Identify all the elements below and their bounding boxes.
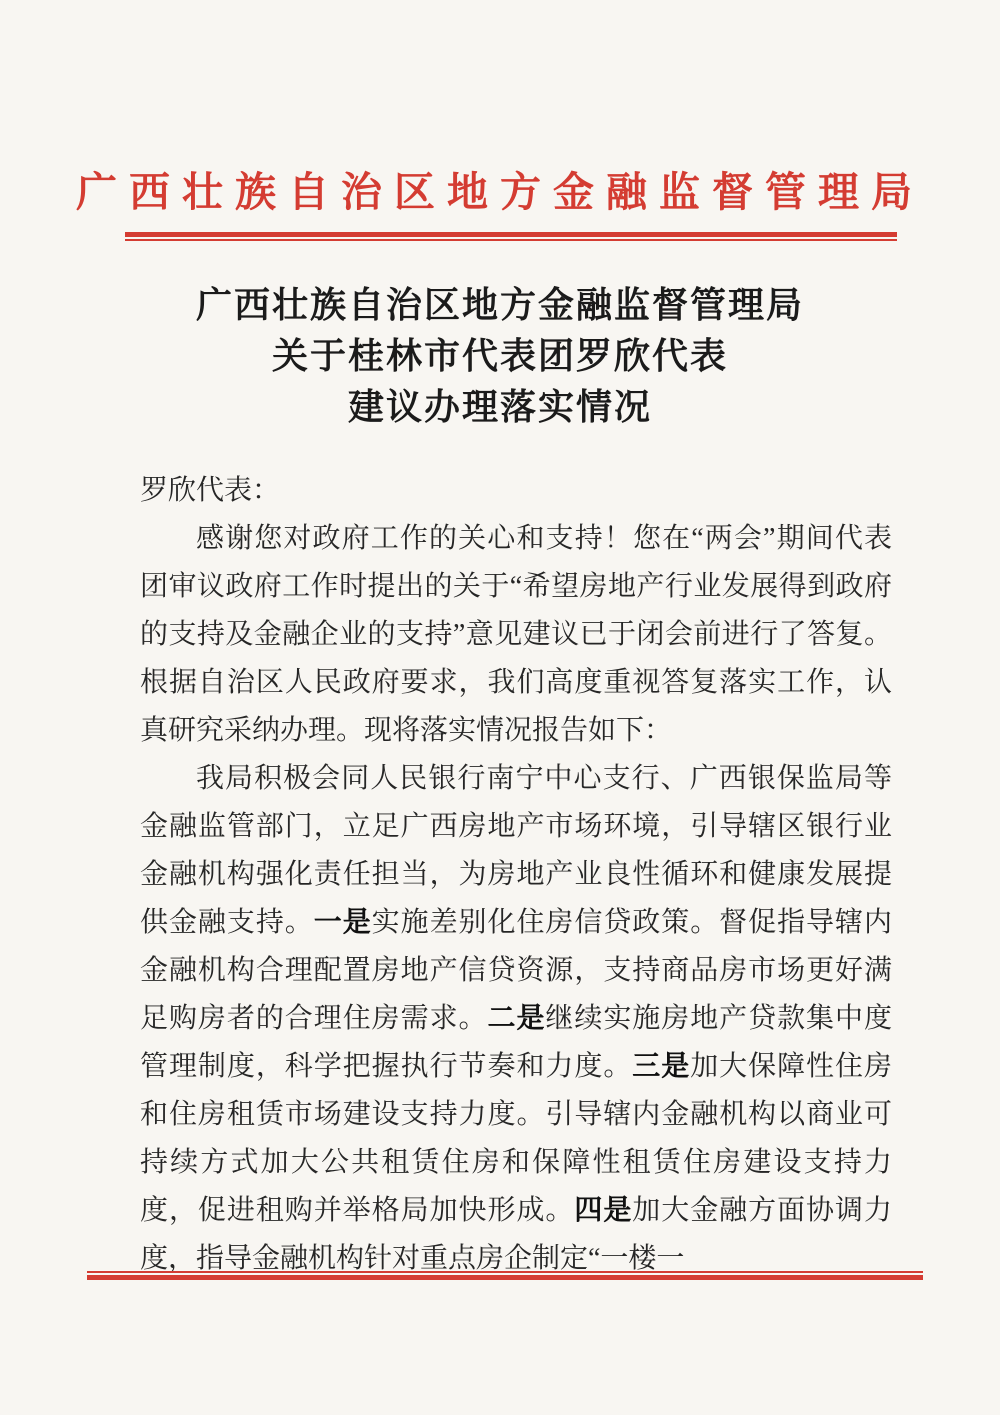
salutation: 罗欣代表： (140, 475, 281, 506)
paragraph-intro-text: 感谢您对政府工作的关心和支持！您在“两会”期间代表团审议政府工作时提出的关于“希望房地产行业发展得到政府的支持及金融企业的支持”意见建议已于闭会前进行了答复。根据自治区人民政府要求，我们高度重视答复落实工作，认真研究采纳办理。现将落实情况报告如下： (140, 523, 892, 746)
letterhead-divider (125, 232, 897, 241)
measure-marker-2: 二是 (487, 1003, 546, 1034)
measures-lead-text: 我局积极会同人民银行南宁中心支行、广西银保监局等金融监管部门，立足广西房地产市场环境，引导辖区银行业金融机构强化责任担当，为房地产业良性循环和健康发展提供金融支持。 (140, 763, 892, 938)
measure-3-text: 加大保障性住房和住房租赁市场建设支持力度。引导辖内金融机构以商业可持续方式加大公共租赁住房和保障性租赁住房建设支持力度，促进租购并举格局加快形成。 (140, 1051, 892, 1226)
document-body (140, 467, 892, 1283)
measure-marker-4: 四是 (574, 1195, 633, 1226)
paragraph-measures (140, 755, 892, 1283)
measure-2-text: 继续实施房地产贷款集中度管理制度，科学把握执行节奏和力度。 (140, 1003, 892, 1082)
measure-4-text: 加大金融方面协调力度，指导金融机构针对重点房企制定“一楼一 (140, 1195, 892, 1274)
footer-divider (87, 1271, 923, 1280)
measure-marker-1: 一是 (313, 907, 372, 938)
document-title (0, 280, 1000, 433)
measure-marker-3: 三是 (632, 1051, 691, 1082)
document-title-line-1: 广西壮族自治区地方金融监督管理局 (195, 285, 804, 325)
document-title-line-3: 建议办理落实情况 (347, 387, 652, 427)
letterhead-title: 广西壮族自治区地方金融监督管理局 (76, 169, 924, 215)
document-title-line-2: 关于桂林市代表团罗欣代表 (271, 336, 728, 376)
paragraph-intro (140, 515, 892, 755)
measure-1-text: 实施差别化住房信贷政策。督促指导辖内金融机构合理配置房地产信贷资源，支持商品房市场更好满足购房者的合理住房需求。 (140, 907, 892, 1034)
